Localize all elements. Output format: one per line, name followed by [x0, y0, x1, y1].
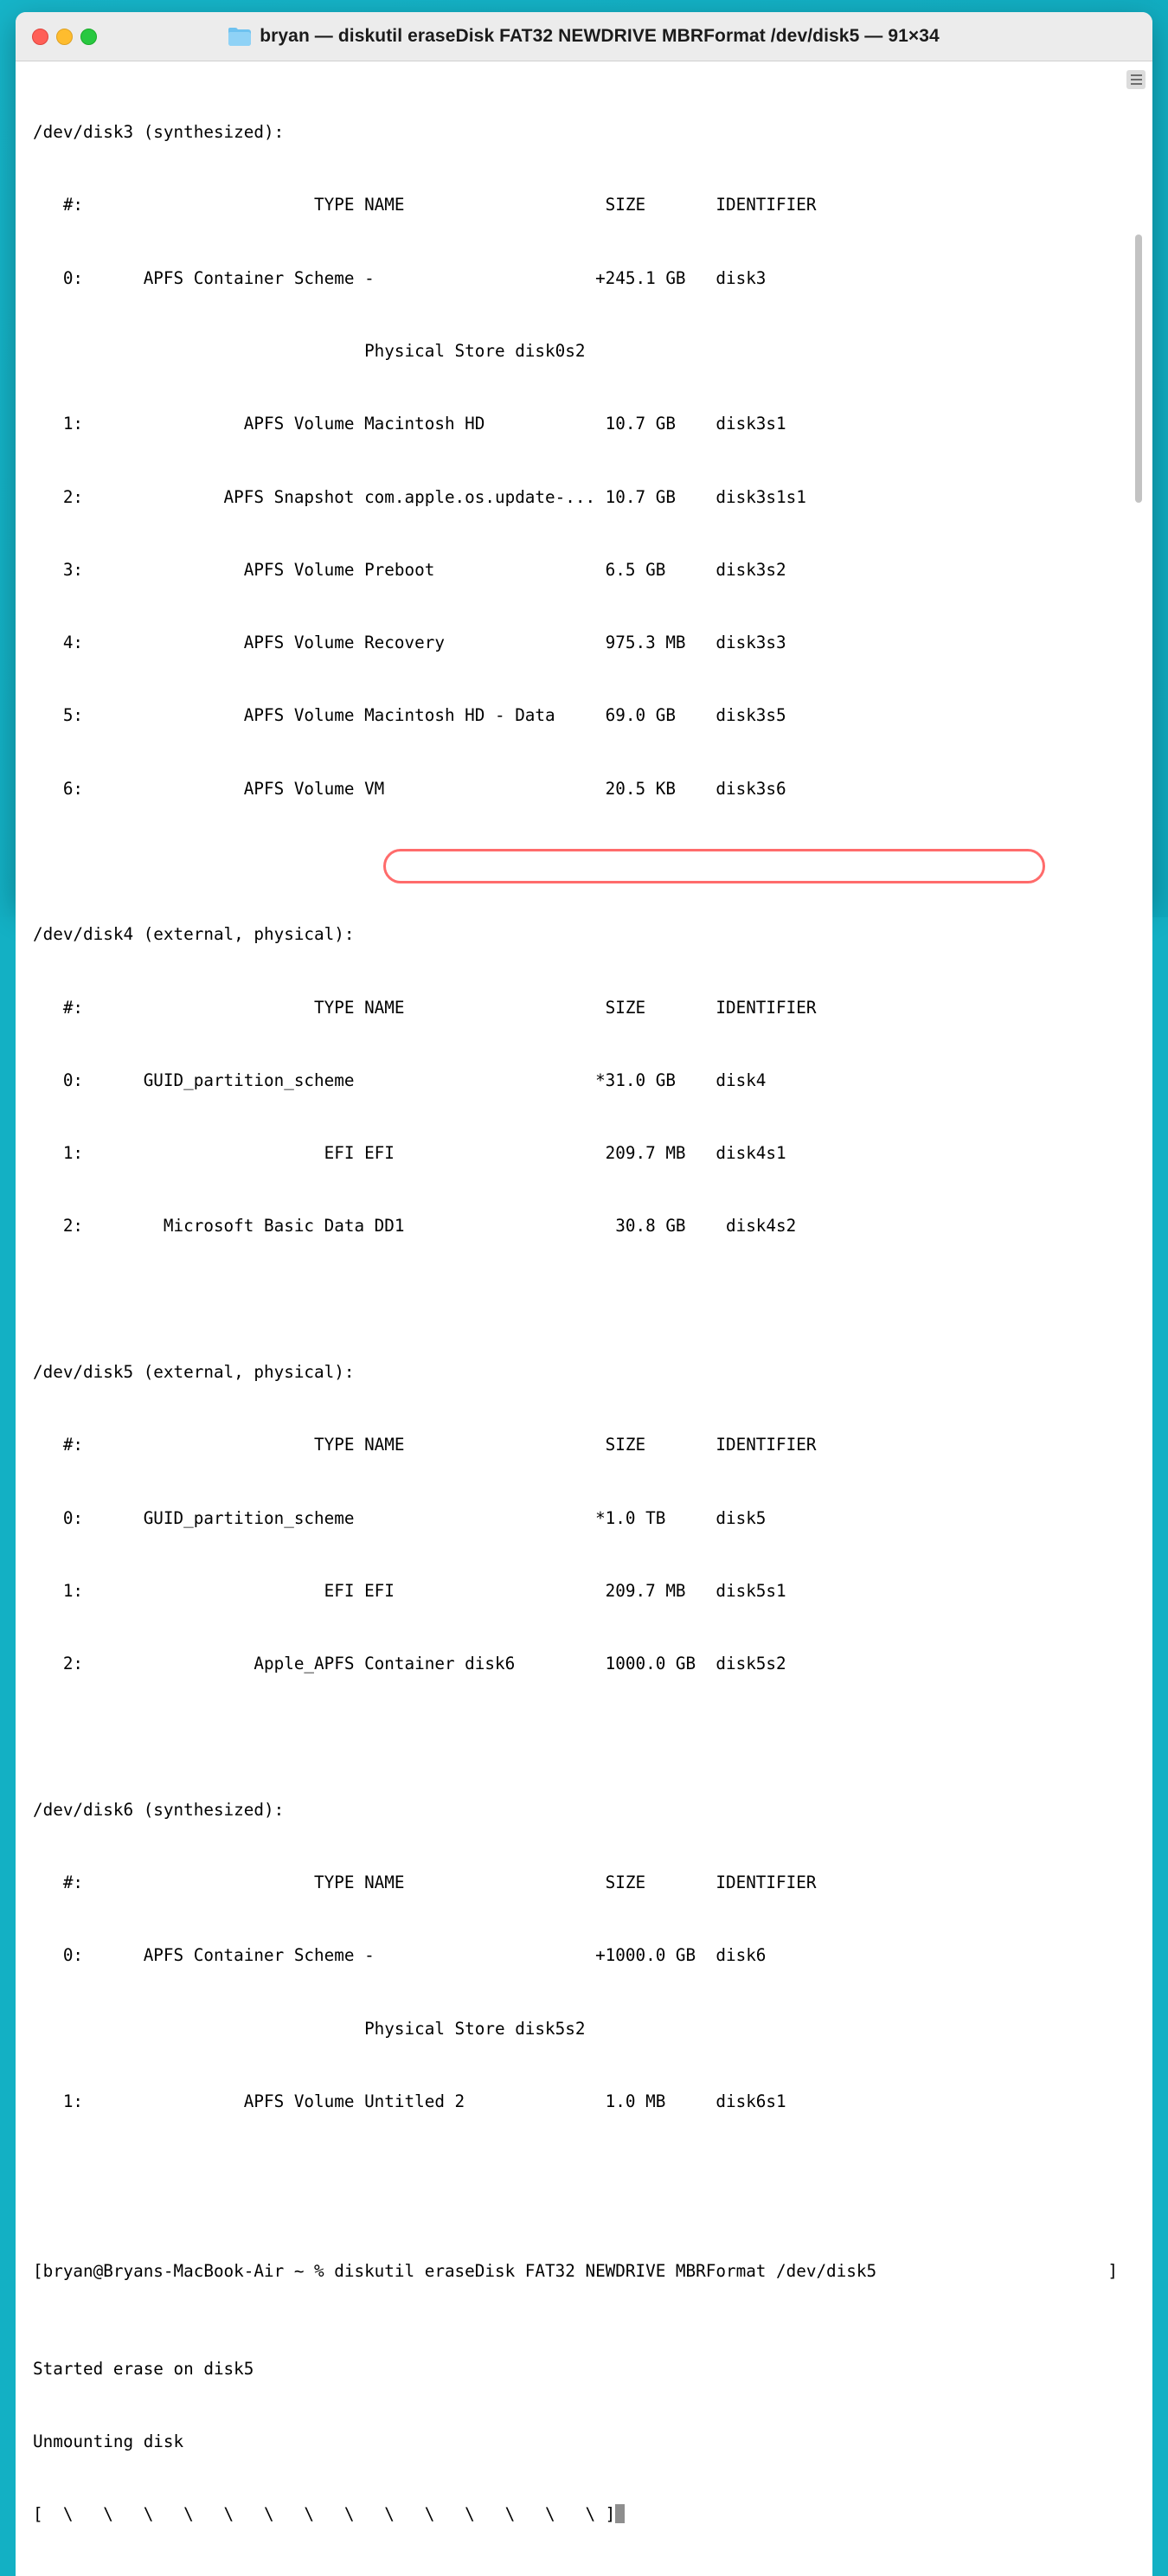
minimize-button-icon[interactable]: [56, 29, 73, 45]
folder-icon: [228, 28, 251, 46]
terminal-blank-line: [33, 850, 1118, 874]
shell-prompt: [bryan@Bryans-MacBook-Air ~ %: [33, 2261, 335, 2282]
terminal-progress-line: [33, 2502, 1118, 2527]
terminal-line: 1: APFS Volume Macintosh HD 10.7 GB disk3s1: [33, 414, 786, 434]
terminal-line: 6: APFS Volume VM 20.5 KB disk3s6: [33, 778, 786, 799]
window-titlebar[interactable]: [16, 12, 1152, 61]
terminal-line: #: TYPE NAME SIZE IDENTIFIER: [33, 195, 817, 215]
terminal-line: #: TYPE NAME SIZE IDENTIFIER: [33, 997, 817, 1018]
scroll-menu-icon[interactable]: [1126, 70, 1146, 89]
terminal-scrollbar[interactable]: [1118, 61, 1152, 2576]
terminal-prompt-line: [33, 2259, 1118, 2284]
progress-spinner-text: [ \ \ \ \ \ \ \ \ \ \ \ \ \ \ ]: [33, 2504, 616, 2525]
terminal-line: 2: Apple_APFS Container disk6 1000.0 GB disk5s2: [33, 1654, 786, 1674]
terminal-line: /dev/disk3 (synthesized):: [33, 122, 285, 143]
terminal-window: [16, 12, 1152, 2525]
terminal-line: 2: Microsoft Basic Data DD1 30.8 GB disk4s2: [33, 1216, 797, 1237]
terminal-blank-line: [33, 1288, 1118, 1312]
window-title: bryan — diskutil eraseDisk FAT32 NEWDRIVE MBRFormat /dev/disk5 — 91×34: [260, 26, 940, 46]
terminal-line: Physical Store disk0s2: [33, 341, 586, 362]
terminal-blank-line: [33, 1725, 1118, 1749]
terminal-line: Unmounting disk: [33, 2431, 184, 2452]
window-title-group: [16, 12, 1152, 61]
scrollbar-thumb[interactable]: [1135, 234, 1142, 503]
terminal-line: 2: APFS Snapshot com.apple.os.update-... 10.7 GB disk3s1s1: [33, 486, 806, 507]
traffic-light-group: [32, 29, 97, 45]
terminal-line: 4: APFS Volume Recovery 975.3 MB disk3s3: [33, 633, 786, 653]
terminal-line: 0: APFS Container Scheme - +245.1 GB disk3: [33, 267, 767, 288]
terminal-line: 3: APFS Volume Preboot 6.5 GB disk3s2: [33, 559, 786, 580]
terminal-line: /dev/disk6 (synthesized):: [33, 1799, 285, 1820]
terminal-line: Started erase on disk5: [33, 2358, 254, 2379]
terminal-line: 1: EFI EFI 209.7 MB disk5s1: [33, 1580, 786, 1601]
typed-command[interactable]: diskutil eraseDisk FAT32 NEWDRIVE MBRFormat /dev/disk5: [334, 2261, 877, 2282]
terminal-line: /dev/disk4 (external, physical):: [33, 924, 355, 945]
terminal-line: 5: APFS Volume Macintosh HD - Data 69.0 GB disk3s5: [33, 705, 786, 726]
prompt-close-bracket: ]: [1107, 2261, 1118, 2282]
terminal-line: 0: GUID_partition_scheme *31.0 GB disk4: [33, 1070, 767, 1090]
terminal-line: Physical Store disk5s2: [33, 2018, 586, 2039]
terminal-line: 0: APFS Container Scheme - +1000.0 GB disk6: [33, 1945, 767, 1966]
text-cursor: [615, 2504, 625, 2523]
terminal-line: 1: APFS Volume Untitled 2 1.0 MB disk6s1: [33, 2091, 786, 2111]
terminal-line: /dev/disk5 (external, physical):: [33, 1361, 355, 1382]
terminal-line: 0: GUID_partition_scheme *1.0 TB disk5: [33, 1507, 767, 1528]
terminal-line: #: TYPE NAME SIZE IDENTIFIER: [33, 1435, 817, 1455]
terminal-blank-line: [33, 2162, 1118, 2187]
terminal-body: [16, 61, 1152, 2576]
terminal-output[interactable]: [16, 61, 1118, 2576]
terminal-line: 1: EFI EFI 209.7 MB disk4s1: [33, 1143, 786, 1164]
terminal-line: #: TYPE NAME SIZE IDENTIFIER: [33, 1872, 817, 1892]
close-button-icon[interactable]: [32, 29, 48, 45]
zoom-button-icon[interactable]: [80, 29, 97, 45]
